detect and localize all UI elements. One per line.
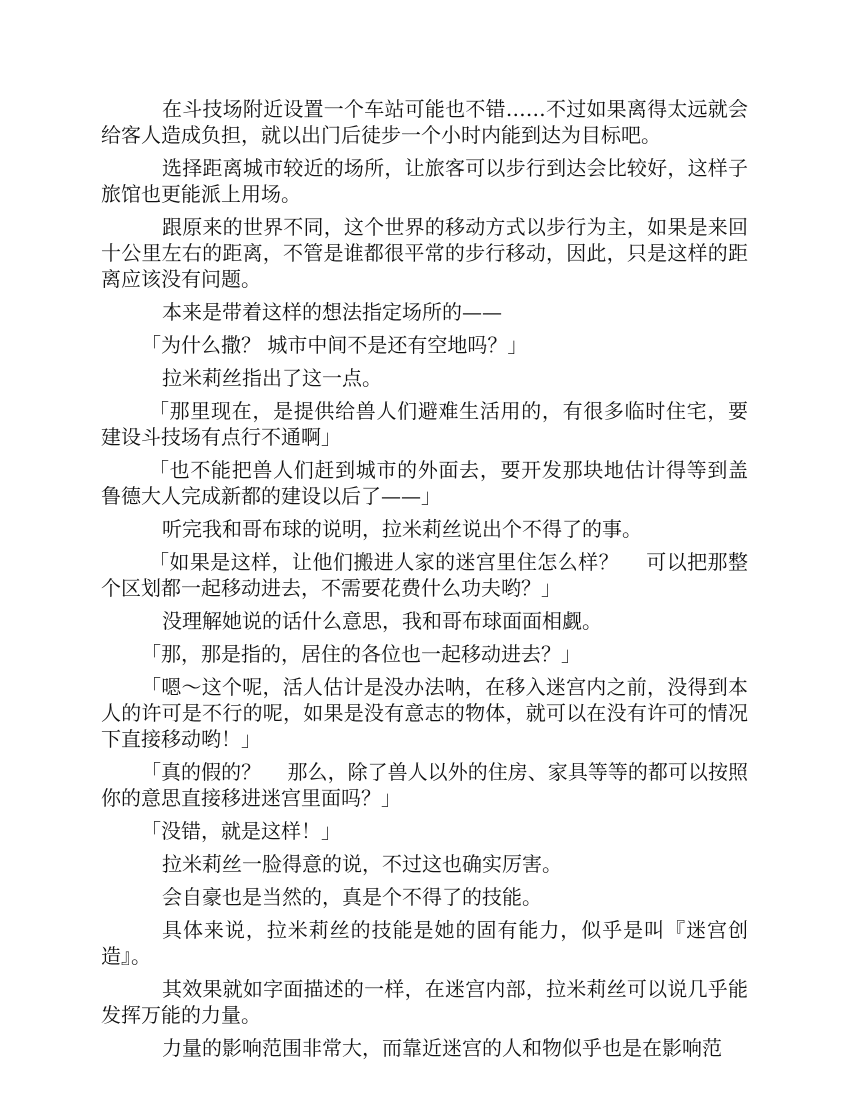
narration-paragraph: 在斗技场附近设置一个车站可能也不错……不过如果离得太远就会给客人造成负担，就以出门后徒步一个小时内能到达为目标吧。: [101, 97, 748, 147]
dialogue-paragraph: 「嗯～这个呢，活人估计是没办法呐，在移入迷宫内之前，没得到本人的许可是不行的呢，如果是没有意志的物体，就可以在没有许可的情况下直接移动哟！」: [101, 675, 748, 751]
dialogue-paragraph: 「为什么撒？ 城市中间不是还有空地吗？」: [141, 333, 528, 357]
narration-paragraph: 跟原来的世界不同，这个世界的移动方式以步行为主，如果是来回十公里左右的距离，不管是谁都很平常的步行移动，因此，只是这样的距离应该没有问题。: [101, 215, 748, 291]
narration-paragraph: 力量的影响范围非常大，而靠近迷宫的人和物似乎也是在影响范: [162, 1036, 722, 1060]
narration-paragraph: 拉米莉丝指出了这一点。: [162, 366, 382, 390]
dialogue-paragraph: 「没错，就是这样！」: [141, 819, 341, 843]
narration-paragraph: 其效果就如字面描述的一样，在迷宫内部，拉米莉丝可以说几乎能发挥万能的力量。: [101, 977, 748, 1027]
narration-paragraph: 选择距离城市较近的场所，让旅客可以步行到达会比较好，这样子旅馆也更能派上用场。: [101, 156, 748, 206]
narration-paragraph: 具体来说，拉米莉丝的技能是她的固有能力，似乎是叫『迷宫创造』。: [101, 918, 748, 968]
narration-paragraph: 拉米莉丝一脸得意的说，不过这也确实厉害。: [162, 852, 562, 876]
narration-paragraph: 听完我和哥布球的说明，拉米莉丝说出个不得了的事。: [162, 517, 642, 541]
narration-paragraph: 会自豪也是当然的，真是个不得了的技能。: [162, 885, 542, 909]
dialogue-paragraph: 「也不能把兽人们赶到城市的外面去，要开发那块地估计得等到盖鲁德大人完成新都的建设以后了——」: [101, 458, 748, 508]
narration-paragraph: 没理解她说的话什么意思，我和哥布球面面相觑。: [162, 609, 602, 633]
dialogue-paragraph: 「那，那是指的，居住的各位也一起移动进去？」: [141, 642, 581, 666]
dialogue-paragraph: 「那里现在，是提供给兽人们避难生活用的，有很多临时住宅，要建设斗技场有点行不通啊」: [101, 399, 748, 449]
dialogue-paragraph: 「如果是这样，让他们搬进人家的迷宫里住怎么样？ 可以把那整个区划都一起移动进去，不需要花费什么功夫哟？」: [101, 550, 748, 600]
narration-paragraph: 本来是带着这样的想法指定场所的——: [162, 300, 502, 324]
document-page: [101, 96, 748, 1068]
dialogue-paragraph: 「真的假的？ 那么，除了兽人以外的住房、家具等等的都可以按照你的意思直接移进迷宫里面吗？」: [101, 760, 748, 810]
